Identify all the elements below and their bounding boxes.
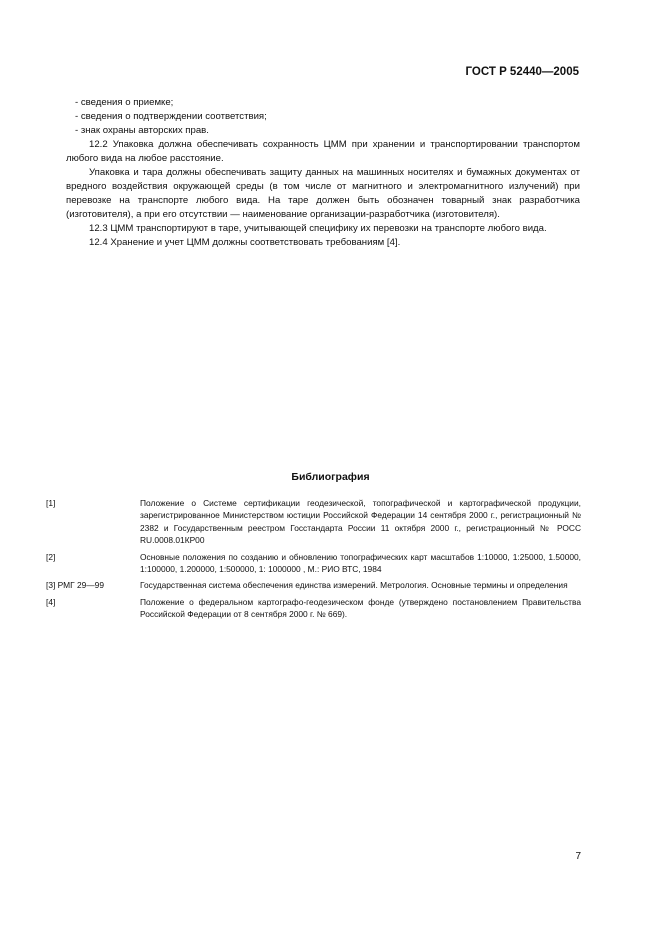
bibliography-list: [46, 497, 581, 625]
bibliography-text: Основные положения по созданию и обновлению топографических карт масштабов 1:10000, 1:25000, 1.50000, 1:100000, 1.200000, 1:500000, 1: 1000000 , М.: РИО ВТС, 1984: [140, 551, 581, 575]
page-number: 7: [575, 851, 581, 862]
bibliography-ref: [1]: [46, 498, 56, 508]
bibliography-entry: [46, 551, 581, 576]
paragraph-12-3: 12.3 ЦММ транспортируют в таре, учитывающей специфику их перевозки на транспорте любого вида.: [89, 223, 547, 234]
paragraph-12-4: 12.4 Хранение и учет ЦММ должны соответствовать требованиям [4].: [89, 237, 401, 248]
list-item: - сведения о приемке;: [75, 97, 174, 108]
document-code: ГОСТ Р 52440—2005: [465, 66, 579, 78]
bibliography-entry: [46, 596, 581, 621]
bibliography-entry: [46, 579, 581, 591]
list-item: - сведения о подтверждении соответствия;: [75, 111, 267, 122]
bibliography-text: Положение о федеральном картографо-геодезическом фонде (утверждено постановлением Правительства Российской Федерации от 8 сентября 2000 г. № 669).: [140, 596, 581, 620]
paragraph-packaging: Упаковка и тара должны обеспечивать защиту данных на машинных носителях и бумажных документах от вредного воздействия окружающей среды (в том числе от магнитного и электромагнитного излучений) при перевозке на транспорте любого вида. На таре должен быть обозначен товарный знак разработчика (изготовителя), а при его отсутствии — наименование организации-разработчика (изготовителя).: [66, 167, 580, 220]
bibliography-title: Библиография: [291, 471, 370, 483]
bibliography-text: Положение о Системе сертификации геодезической, топографической и картографической продукции, зарегистрированное Министерством юстиции Российской Федерации 14 сентября 2000 г., регистрационный № 2382 и Государственным реестром Госстандарта России 11 октября 2000 г., регистрационный № РОСС RU.0008.01КР00: [140, 498, 581, 546]
bibliography-ref: [2]: [46, 551, 56, 562]
bibliography-ref: [3] РМГ 29—99: [46, 580, 104, 591]
bibliography-text: Государственная система обеспечения единства измерений. Метрология. Основные термины и определения: [140, 580, 568, 591]
bibliography-entry: [46, 497, 581, 547]
paragraph-12-2: 12.2 Упаковка должна обеспечивать сохранность ЦММ при хранении и транспортировании транспортом любого вида на любое расстояние.: [66, 139, 580, 164]
body-text: [66, 96, 580, 250]
bibliography-ref: [4]: [46, 596, 56, 607]
list-item: - знак охраны авторских прав.: [75, 125, 209, 136]
